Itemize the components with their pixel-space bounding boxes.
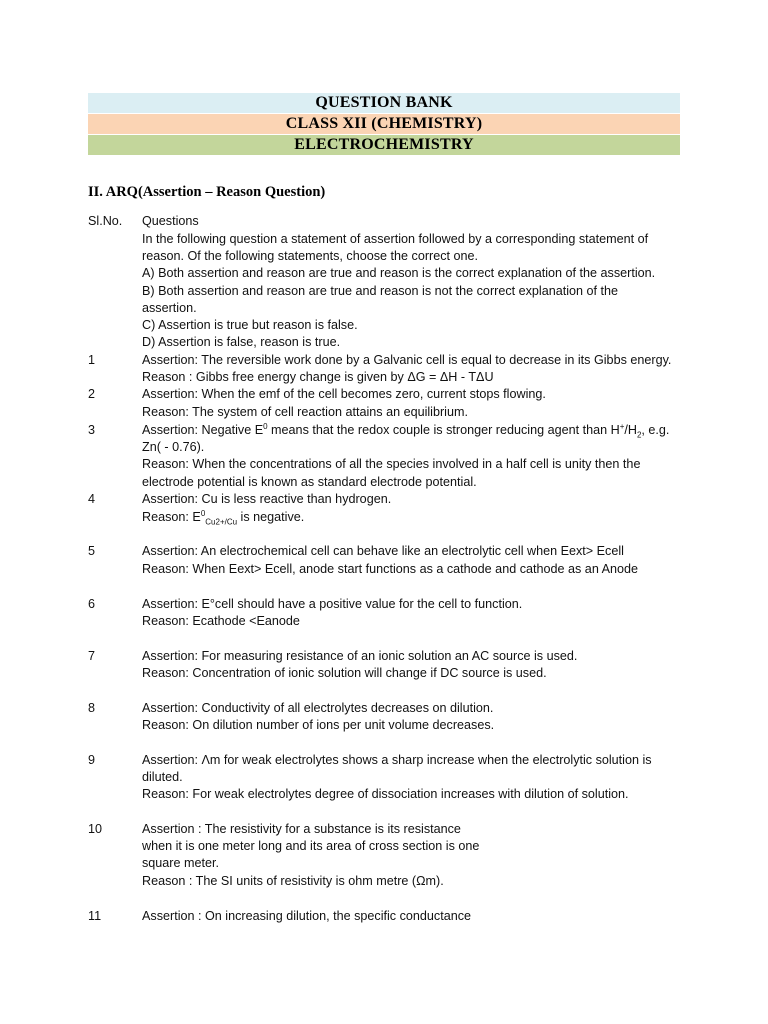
reason-text: Reason: When the concentrations of all the species involved in a half cell is unity then the <box>142 457 641 471</box>
question-number: 8 <box>88 701 96 715</box>
assertion-text-cont: diluted. <box>142 770 183 784</box>
assertion-text-cont: when it is one meter long and its area of cross section is one <box>142 839 480 853</box>
option-b: B) Both assertion and reason are true and reason is not the correct explanation of the <box>142 284 619 298</box>
question-number: 9 <box>88 753 96 767</box>
assertion-text: Assertion : The resistivity for a substance is its resistance <box>142 822 461 836</box>
reason-text: Reason: Ecathode <Eanode <box>142 614 300 628</box>
title-chapter: ELECTROCHEMISTRY <box>88 135 680 155</box>
assertion-text: Assertion: For measuring resistance of an ionic solution an AC source is used. <box>142 649 578 663</box>
title-question-bank: QUESTION BANK <box>88 93 680 113</box>
assertion-text-cont: square meter. <box>142 856 220 870</box>
question-number: 7 <box>88 649 96 663</box>
option-d: D) Assertion is false, reason is true. <box>142 335 341 349</box>
reason-text: Reason: For weak electrolytes degree of dissociation increases with dilution of solution. <box>142 787 629 801</box>
reason-text: Reason: $E^0_{Cu2+/Cu}$ is negative. <box>142 508 305 527</box>
assertion-text: Assertion: Negative $E^0$ means that the redox couple is stronger reducing agent than $H^+/H_2$, e.g. <box>142 421 670 440</box>
reason-text: Reason : Gibbs free energy change is given by ΔG = ΔH - TΔU <box>142 370 494 384</box>
option-c: C) Assertion is true but reason is false. <box>142 318 358 332</box>
question-number: 4 <box>88 492 96 506</box>
assertion-text: Assertion: Λm for weak electrolytes shows a sharp increase when the electrolytic solution is <box>142 753 652 767</box>
assertion-text-cont: Zn( - 0.76). <box>142 440 205 454</box>
section-heading: II. ARQ(Assertion – Reason Question) <box>88 184 326 200</box>
reason-text: Reason: Concentration of ionic solution will change if DC source is used. <box>142 666 547 680</box>
assertion-text: Assertion: An electrochemical cell can behave like an electrolytic cell when Eext> Ecell <box>142 544 624 558</box>
question-number: 1 <box>88 353 96 367</box>
question-number: 5 <box>88 544 96 558</box>
question-number: 10 <box>88 822 103 836</box>
assertion-text: Assertion : On increasing dilution, the specific conductance <box>142 909 472 923</box>
assertion-text: Assertion: Cu is less reactive than hydrogen. <box>142 492 392 506</box>
assertion-text: Assertion: E°cell should have a positive value for the cell to function. <box>142 597 523 611</box>
instruction-line: In the following question a statement of assertion followed by a corresponding statement of <box>142 232 649 246</box>
option-b-cont: assertion. <box>142 301 197 315</box>
assertion-text: Assertion: When the emf of the cell becomes zero, current stops flowing. <box>142 387 546 401</box>
instruction-line: reason. Of the following statements, choose the correct one. <box>142 249 479 263</box>
question-number: 6 <box>88 597 96 611</box>
reason-text-cont: electrode potential is known as standard electrode potential. <box>142 475 477 489</box>
option-a: A) Both assertion and reason are true and reason is the correct explanation of the assertion. <box>142 266 656 280</box>
question-number: 3 <box>88 423 96 437</box>
title-class: CLASS XII (CHEMISTRY) <box>88 114 680 134</box>
column-header-questions: Questions <box>142 214 199 228</box>
assertion-text: Assertion: Conductivity of all electrolytes decreases on dilution. <box>142 701 494 715</box>
reason-text: Reason: On dilution number of ions per unit volume decreases. <box>142 718 495 732</box>
column-header-slno: Sl.No. <box>88 214 123 228</box>
reason-text: Reason: When Eext> Ecell, anode start functions as a cathode and cathode as an Anode <box>142 562 639 576</box>
question-number: 2 <box>88 387 96 401</box>
assertion-text: Assertion: The reversible work done by a Galvanic cell is equal to decrease in its Gibbs energy. <box>142 353 672 367</box>
question-number: 11 <box>88 909 102 923</box>
reason-text: Reason : The SI units of resistivity is ohm metre (Ωm). <box>142 874 444 888</box>
reason-text: Reason: The system of cell reaction attains an equilibrium. <box>142 405 468 419</box>
